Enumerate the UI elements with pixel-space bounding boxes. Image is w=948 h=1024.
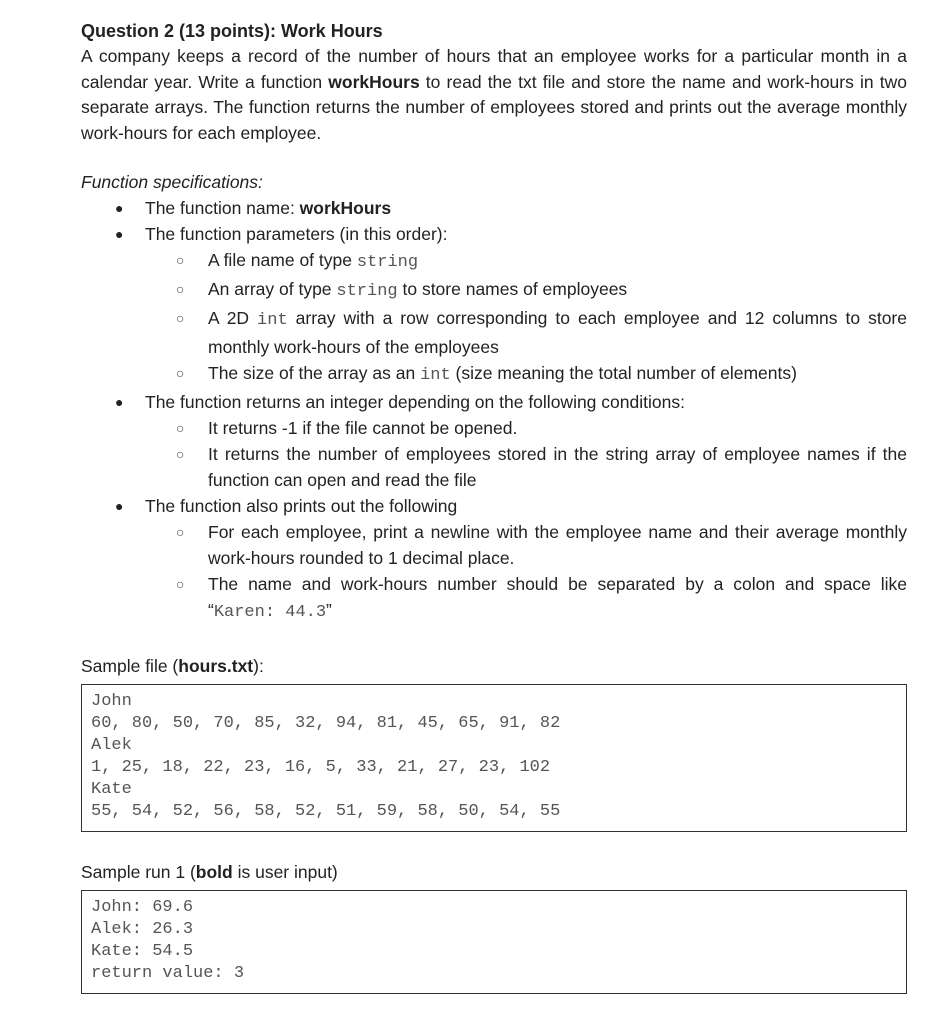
spec-list — [81, 195, 907, 626]
spec-item-params: ● The function parameters (in this order): ○ A file name of type string ○ An array of type string to store names of employees ○ A 2D int array with a row corresponding to each employee and 12 columns to store monthly work-hours of the employees ○ The size of the array as an int (size meaning the total number of elements) — [81, 221, 907, 389]
question-intro — [81, 44, 907, 146]
circle-bullet-icon: ○ — [176, 252, 185, 268]
bullet-icon: ● — [115, 498, 124, 514]
bullet-icon: ● — [115, 200, 124, 216]
return-item: ○ It returns -1 if the file cannot be opened. — [81, 415, 907, 441]
intro-text-2: to read the txt file and store the name and work-hours in two separate arrays. The function returns the number of employees stored and prints out the average monthly work-hours for each employee. — [81, 71, 907, 143]
file-line: 60, 80, 50, 70, 85, 32, 94, 81, 45, 65, 91, 82 — [91, 714, 561, 733]
bullet-icon: ● — [115, 226, 124, 242]
param-item: ○ An array of type string to store names of employees — [81, 276, 907, 305]
circle-bullet-icon: ○ — [176, 310, 185, 326]
sample-file-label: Sample file (hours.txt): — [81, 656, 264, 676]
file-line: 1, 25, 18, 22, 23, 16, 5, 33, 21, 27, 23, 102 — [91, 758, 551, 777]
returns-sublist — [81, 415, 907, 493]
circle-bullet-icon: ○ — [176, 281, 185, 297]
run-line: Alek: 26.3 — [91, 920, 194, 939]
circle-bullet-icon: ○ — [176, 576, 185, 592]
intro-text-1: A company keeps a record of the number of hours that an employee works for a particular month in a calendar year. Write a function — [81, 46, 907, 92]
run-line: Kate: 54.5 — [91, 942, 194, 961]
circle-bullet-icon: ○ — [176, 420, 185, 436]
spec-heading: Function specifications: — [81, 172, 263, 192]
spec-item-prints: ● The function also prints out the following ○ For each employee, print a newline with the employee name and their average monthly work-hours rounded to 1 decimal place. ○ The name and work-hours number should be separated by a colon and space like “Karen: 44.3” — [81, 493, 907, 626]
question-title: Question 2 (13 points): Work Hours — [81, 21, 383, 41]
circle-bullet-icon: ○ — [176, 365, 185, 381]
document-page — [81, 18, 907, 994]
file-line: John — [91, 692, 132, 711]
prints-sublist — [81, 519, 907, 626]
file-line: Kate — [91, 780, 132, 799]
file-line: Alek — [91, 736, 132, 755]
run-line: return value: 3 — [91, 964, 245, 983]
spec-item-name: ● The function name: workHours — [81, 195, 907, 221]
spec-item-returns: ● The function returns an integer depending on the following conditions: ○ It returns -1 if the file cannot be opened. ○ It returns the number of employees stored in the string array of employee names if the function can open and read the file — [81, 389, 907, 493]
print-item: ○ The name and work-hours number should be separated by a colon and space like “Karen: 44.3” — [81, 571, 907, 626]
circle-bullet-icon: ○ — [176, 446, 185, 462]
params-sublist — [81, 247, 907, 389]
circle-bullet-icon: ○ — [176, 524, 185, 540]
file-line: 55, 54, 52, 56, 58, 52, 51, 59, 58, 50, 54, 55 — [91, 802, 561, 821]
print-item: ○ For each employee, print a newline with the employee name and their average monthly work-hours rounded to 1 decimal place. — [81, 519, 907, 571]
sample-file-box — [81, 684, 907, 832]
param-item: ○ The size of the array as an int (size meaning the total number of elements) — [81, 360, 907, 389]
return-item: ○ It returns the number of employees stored in the string array of employee names if the function can open and read the file — [81, 441, 907, 493]
sample-run-label: Sample run 1 (bold is user input) — [81, 862, 338, 882]
bullet-icon: ● — [115, 394, 124, 410]
param-item: ○ A 2D int array with a row corresponding to each employee and 12 columns to store monthly work-hours of the employees — [81, 305, 907, 360]
intro-function-name: workHours — [328, 71, 420, 92]
run-line: John: 69.6 — [91, 898, 194, 917]
param-item: ○ A file name of type string — [81, 247, 907, 276]
sample-run-box — [81, 890, 907, 994]
